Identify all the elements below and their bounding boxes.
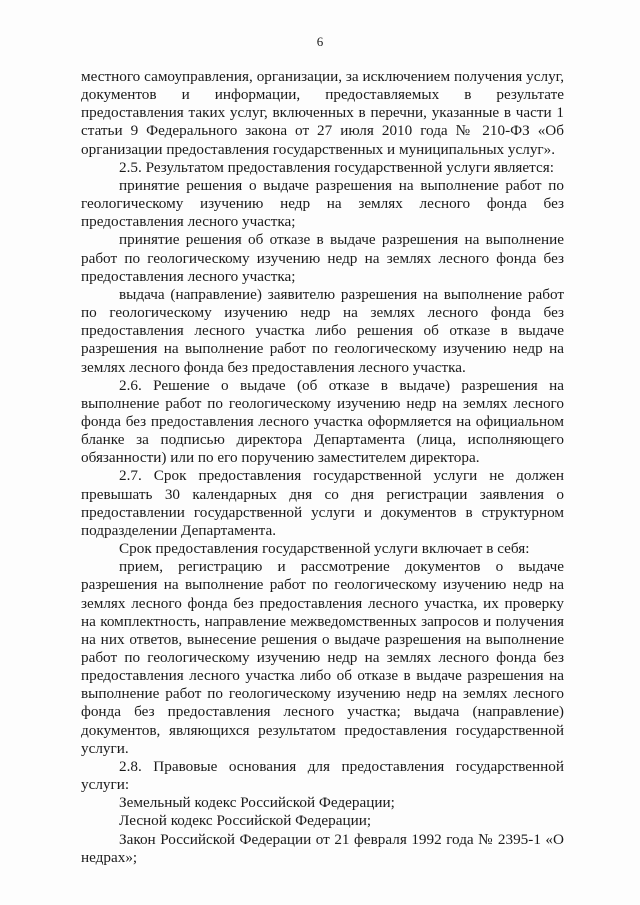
paragraph-2-8: 2.8. Правовые основания для предоставления государственной услуги: [81,757,564,794]
paragraph-term-includes: Срок предоставления государственной услуги включает в себя: [119,540,530,558]
page-number: 6 [316,34,324,49]
paragraph-2-6: 2.6. Решение о выдаче (об отказе в выдаче) разрешения на выполнение работ по геологическому изучению недр на землях лесного фонда без предоставления лесного участка оформляется на официальном бланке за подписью директора Департамента (лица, исполняющего обязанности) или по его поручению заместителем директора. [81,376,564,467]
paragraph-result-issue: принятие решения о выдаче разрешения на выполнение работ по геологическому изучению недр на землях лесного фонда без предоставления лесного участка; [81,176,564,231]
paragraph-subsoil-law: Закон Российской Федерации от 21 февраля 1992 года № 2395-1 «О недрах»; [81,830,564,866]
paragraph-result-delivery: выдача (направление) заявителю разрешения на выполнение работ по геологическому изучению недр на землях лесного фонда без предоставления лесного участка либо решения об отказе в выдаче разрешения на выполнение работ по геологическому изучению недр на землях лесного фонда без предоставления лесного участка. [81,285,564,376]
paragraph-result-refusal: принятие решения об отказе в выдаче разрешения на выполнение работ по геологическому изучению недр на землях лесного фонда без предоставления лесного участка; [81,231,564,285]
paragraph-2-7: 2.7. Срок предоставления государственной услуги не должен превышать 30 календарных дня со дня регистрации заявления о предоставлении государственной услуги и документов в структурном подразделении Департамента. [81,467,564,539]
paragraph-land-code: Земельный кодекс Российской Федерации; [119,794,395,812]
paragraph-continuation: местного самоуправления, организации, за исключением получения услуг, документов и информации, предоставляемых в результате предоставления таких услуг, включенных в перечни, указанные в части 1 статьи 9 Федерального закона от 27 июля 2010 года № 210-ФЗ «Об организации предоставления государственных и муниципальных услуг». [81,68,564,158]
paragraph-term-details: прием, регистрацию и рассмотрение документов о выдаче разрешения на выполнение работ по геологическому изучению недр на землях лесного фонда без предоставления лесного участка, их проверку на комплектность, направление межведомственных запросов и получения на них ответов, вынесение решения о выдаче разрешения на выполнение работ по геологическому изучению недр на землях лесного фонда без предоставления лесного участка либо об отказе в выдаче разрешения на выполнение работ по геологическому изучению недр на землях лесного фонда без предоставления лесного участка; выдача (направление) документов, являющихся результатом предоставления государственной услуги. [81,558,564,757]
paragraph-2-5: 2.5. Результатом предоставления государственной услуги является: [119,158,554,176]
document-body [81,68,564,867]
paragraph-forest-code: Лесной кодекс Российской Федерации; [119,812,372,830]
